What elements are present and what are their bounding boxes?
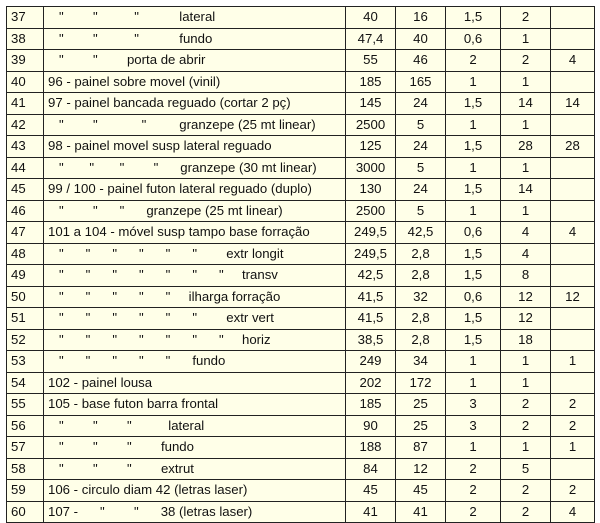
value-e-cell [551,458,595,480]
value-a-cell: 2500 [346,200,396,222]
row-number-cell: 58 [7,458,44,480]
table-row [7,394,595,416]
value-e-cell [551,308,595,330]
value-d-cell: 1 [501,200,551,222]
value-c-cell: 1,5 [446,93,501,115]
table-row [7,71,595,93]
description-cell: 96 - painel sobre movel (vinil) [44,71,346,93]
description-cell: 105 - base futon barra frontal [44,394,346,416]
value-b-cell: 24 [396,136,446,158]
row-number-cell: 59 [7,480,44,502]
value-b-cell: 24 [396,179,446,201]
value-c-cell: 1 [446,71,501,93]
description-cell: " " " lateral [44,415,346,437]
description-cell: 99 / 100 - painel futon lateral reguado (duplo) [44,179,346,201]
description-cell: 102 - painel lousa [44,372,346,394]
value-a-cell: 3000 [346,157,396,179]
description-cell: " " " " granzepe (30 mt linear) [44,157,346,179]
value-b-cell: 87 [396,437,446,459]
value-b-cell: 25 [396,394,446,416]
value-b-cell: 172 [396,372,446,394]
value-a-cell: 40 [346,7,396,29]
value-e-cell: 4 [551,50,595,72]
value-d-cell: 5 [501,458,551,480]
value-a-cell: 125 [346,136,396,158]
row-number-cell: 51 [7,308,44,330]
value-d-cell: 1 [501,372,551,394]
value-c-cell: 3 [446,415,501,437]
value-a-cell: 90 [346,415,396,437]
value-e-cell [551,243,595,265]
description-cell: " " " " " " " horiz [44,329,346,351]
row-number-cell: 39 [7,50,44,72]
value-d-cell: 12 [501,286,551,308]
value-e-cell [551,71,595,93]
value-d-cell: 18 [501,329,551,351]
row-number-cell: 45 [7,179,44,201]
value-c-cell: 2 [446,480,501,502]
row-number-cell: 48 [7,243,44,265]
value-e-cell [551,329,595,351]
row-number-cell: 60 [7,501,44,523]
value-e-cell [551,157,595,179]
description-cell: " " " extrut [44,458,346,480]
value-c-cell: 1,5 [446,243,501,265]
value-d-cell: 4 [501,222,551,244]
row-number-cell: 41 [7,93,44,115]
value-a-cell: 249,5 [346,243,396,265]
value-a-cell: 188 [346,437,396,459]
table-row [7,286,595,308]
value-b-cell: 42,5 [396,222,446,244]
table-row [7,200,595,222]
parts-table [6,6,595,523]
value-d-cell: 28 [501,136,551,158]
table-row [7,415,595,437]
value-e-cell [551,179,595,201]
description-cell: 101 a 104 - móvel susp tampo base forração [44,222,346,244]
row-number-cell: 37 [7,7,44,29]
value-c-cell: 1 [446,157,501,179]
value-a-cell: 185 [346,71,396,93]
value-b-cell: 2,8 [396,308,446,330]
description-cell: 107 - " " 38 (letras laser) [44,501,346,523]
value-c-cell: 3 [446,394,501,416]
value-a-cell: 249 [346,351,396,373]
row-number-cell: 50 [7,286,44,308]
description-cell: " " " lateral [44,7,346,29]
description-cell: " " " " " ilharga forração [44,286,346,308]
value-e-cell [551,372,595,394]
value-c-cell: 1,5 [446,265,501,287]
description-cell: " " " " " fundo [44,351,346,373]
value-d-cell: 1 [501,437,551,459]
value-e-cell [551,114,595,136]
row-number-cell: 52 [7,329,44,351]
value-a-cell: 130 [346,179,396,201]
table-row [7,114,595,136]
value-b-cell: 2,8 [396,243,446,265]
value-d-cell: 14 [501,93,551,115]
value-e-cell: 12 [551,286,595,308]
row-number-cell: 44 [7,157,44,179]
value-d-cell: 14 [501,179,551,201]
value-e-cell [551,28,595,50]
value-d-cell: 1 [501,71,551,93]
value-c-cell: 0,6 [446,28,501,50]
value-d-cell: 2 [501,394,551,416]
description-cell: " " " " " " " transv [44,265,346,287]
value-c-cell: 2 [446,50,501,72]
value-e-cell: 14 [551,93,595,115]
value-e-cell: 4 [551,501,595,523]
table-row [7,437,595,459]
table-row [7,136,595,158]
value-a-cell: 41,5 [346,308,396,330]
value-c-cell: 1 [446,351,501,373]
value-c-cell: 1,5 [446,329,501,351]
value-e-cell: 4 [551,222,595,244]
row-number-cell: 43 [7,136,44,158]
table-row [7,480,595,502]
row-number-cell: 38 [7,28,44,50]
row-number-cell: 46 [7,200,44,222]
table-row [7,308,595,330]
value-d-cell: 2 [501,7,551,29]
value-d-cell: 1 [501,114,551,136]
value-b-cell: 25 [396,415,446,437]
value-d-cell: 12 [501,308,551,330]
value-a-cell: 41 [346,501,396,523]
value-b-cell: 45 [396,480,446,502]
parts-table-body [7,7,595,523]
value-b-cell: 2,8 [396,329,446,351]
value-c-cell: 1 [446,114,501,136]
row-number-cell: 54 [7,372,44,394]
table-row [7,265,595,287]
value-a-cell: 2500 [346,114,396,136]
table-row [7,179,595,201]
description-cell: 106 - circulo diam 42 (letras laser) [44,480,346,502]
value-a-cell: 55 [346,50,396,72]
value-b-cell: 12 [396,458,446,480]
row-number-cell: 57 [7,437,44,459]
table-row [7,243,595,265]
value-d-cell: 2 [501,50,551,72]
value-b-cell: 41 [396,501,446,523]
description-cell: " " " " " " extr longit [44,243,346,265]
value-b-cell: 34 [396,351,446,373]
table-row [7,157,595,179]
value-a-cell: 47,4 [346,28,396,50]
table-row [7,458,595,480]
value-a-cell: 42,5 [346,265,396,287]
value-e-cell [551,265,595,287]
value-d-cell: 1 [501,28,551,50]
value-c-cell: 2 [446,501,501,523]
value-e-cell [551,7,595,29]
table-row [7,93,595,115]
value-e-cell: 2 [551,394,595,416]
value-d-cell: 2 [501,501,551,523]
table-row [7,50,595,72]
value-b-cell: 46 [396,50,446,72]
value-c-cell: 1 [446,372,501,394]
description-cell: " " " granzepe (25 mt linear) [44,114,346,136]
value-c-cell: 1,5 [446,136,501,158]
description-cell: 97 - painel bancada reguado (cortar 2 pç) [44,93,346,115]
value-d-cell: 8 [501,265,551,287]
value-b-cell: 24 [396,93,446,115]
description-cell: " " porta de abrir [44,50,346,72]
table-row [7,7,595,29]
value-b-cell: 32 [396,286,446,308]
table-row [7,351,595,373]
value-b-cell: 5 [396,157,446,179]
description-cell: " " " fundo [44,28,346,50]
value-d-cell: 4 [501,243,551,265]
value-e-cell: 1 [551,437,595,459]
description-cell: " " " granzepe (25 mt linear) [44,200,346,222]
value-a-cell: 45 [346,480,396,502]
value-c-cell: 1,5 [446,308,501,330]
row-number-cell: 49 [7,265,44,287]
value-b-cell: 40 [396,28,446,50]
table-row [7,501,595,523]
table-row [7,28,595,50]
row-number-cell: 40 [7,71,44,93]
value-b-cell: 5 [396,200,446,222]
row-number-cell: 53 [7,351,44,373]
value-a-cell: 84 [346,458,396,480]
value-c-cell: 1,5 [446,179,501,201]
table-row [7,222,595,244]
value-e-cell: 28 [551,136,595,158]
description-cell: " " " " " " extr vert [44,308,346,330]
value-b-cell: 16 [396,7,446,29]
value-b-cell: 2,8 [396,265,446,287]
row-number-cell: 42 [7,114,44,136]
value-e-cell: 1 [551,351,595,373]
value-c-cell: 1,5 [446,7,501,29]
value-d-cell: 1 [501,157,551,179]
value-d-cell: 1 [501,351,551,373]
description-cell: " " " fundo [44,437,346,459]
description-cell: 98 - painel movel susp lateral reguado [44,136,346,158]
value-b-cell: 5 [396,114,446,136]
table-row [7,372,595,394]
row-number-cell: 56 [7,415,44,437]
row-number-cell: 55 [7,394,44,416]
value-b-cell: 165 [396,71,446,93]
value-a-cell: 145 [346,93,396,115]
value-c-cell: 1 [446,200,501,222]
value-a-cell: 185 [346,394,396,416]
value-c-cell: 2 [446,458,501,480]
value-c-cell: 1 [446,437,501,459]
value-d-cell: 2 [501,480,551,502]
row-number-cell: 47 [7,222,44,244]
value-e-cell [551,200,595,222]
value-a-cell: 41,5 [346,286,396,308]
value-c-cell: 0,6 [446,222,501,244]
value-e-cell: 2 [551,480,595,502]
value-d-cell: 2 [501,415,551,437]
value-a-cell: 249,5 [346,222,396,244]
value-a-cell: 202 [346,372,396,394]
value-e-cell: 2 [551,415,595,437]
value-a-cell: 38,5 [346,329,396,351]
value-c-cell: 0,6 [446,286,501,308]
table-row [7,329,595,351]
